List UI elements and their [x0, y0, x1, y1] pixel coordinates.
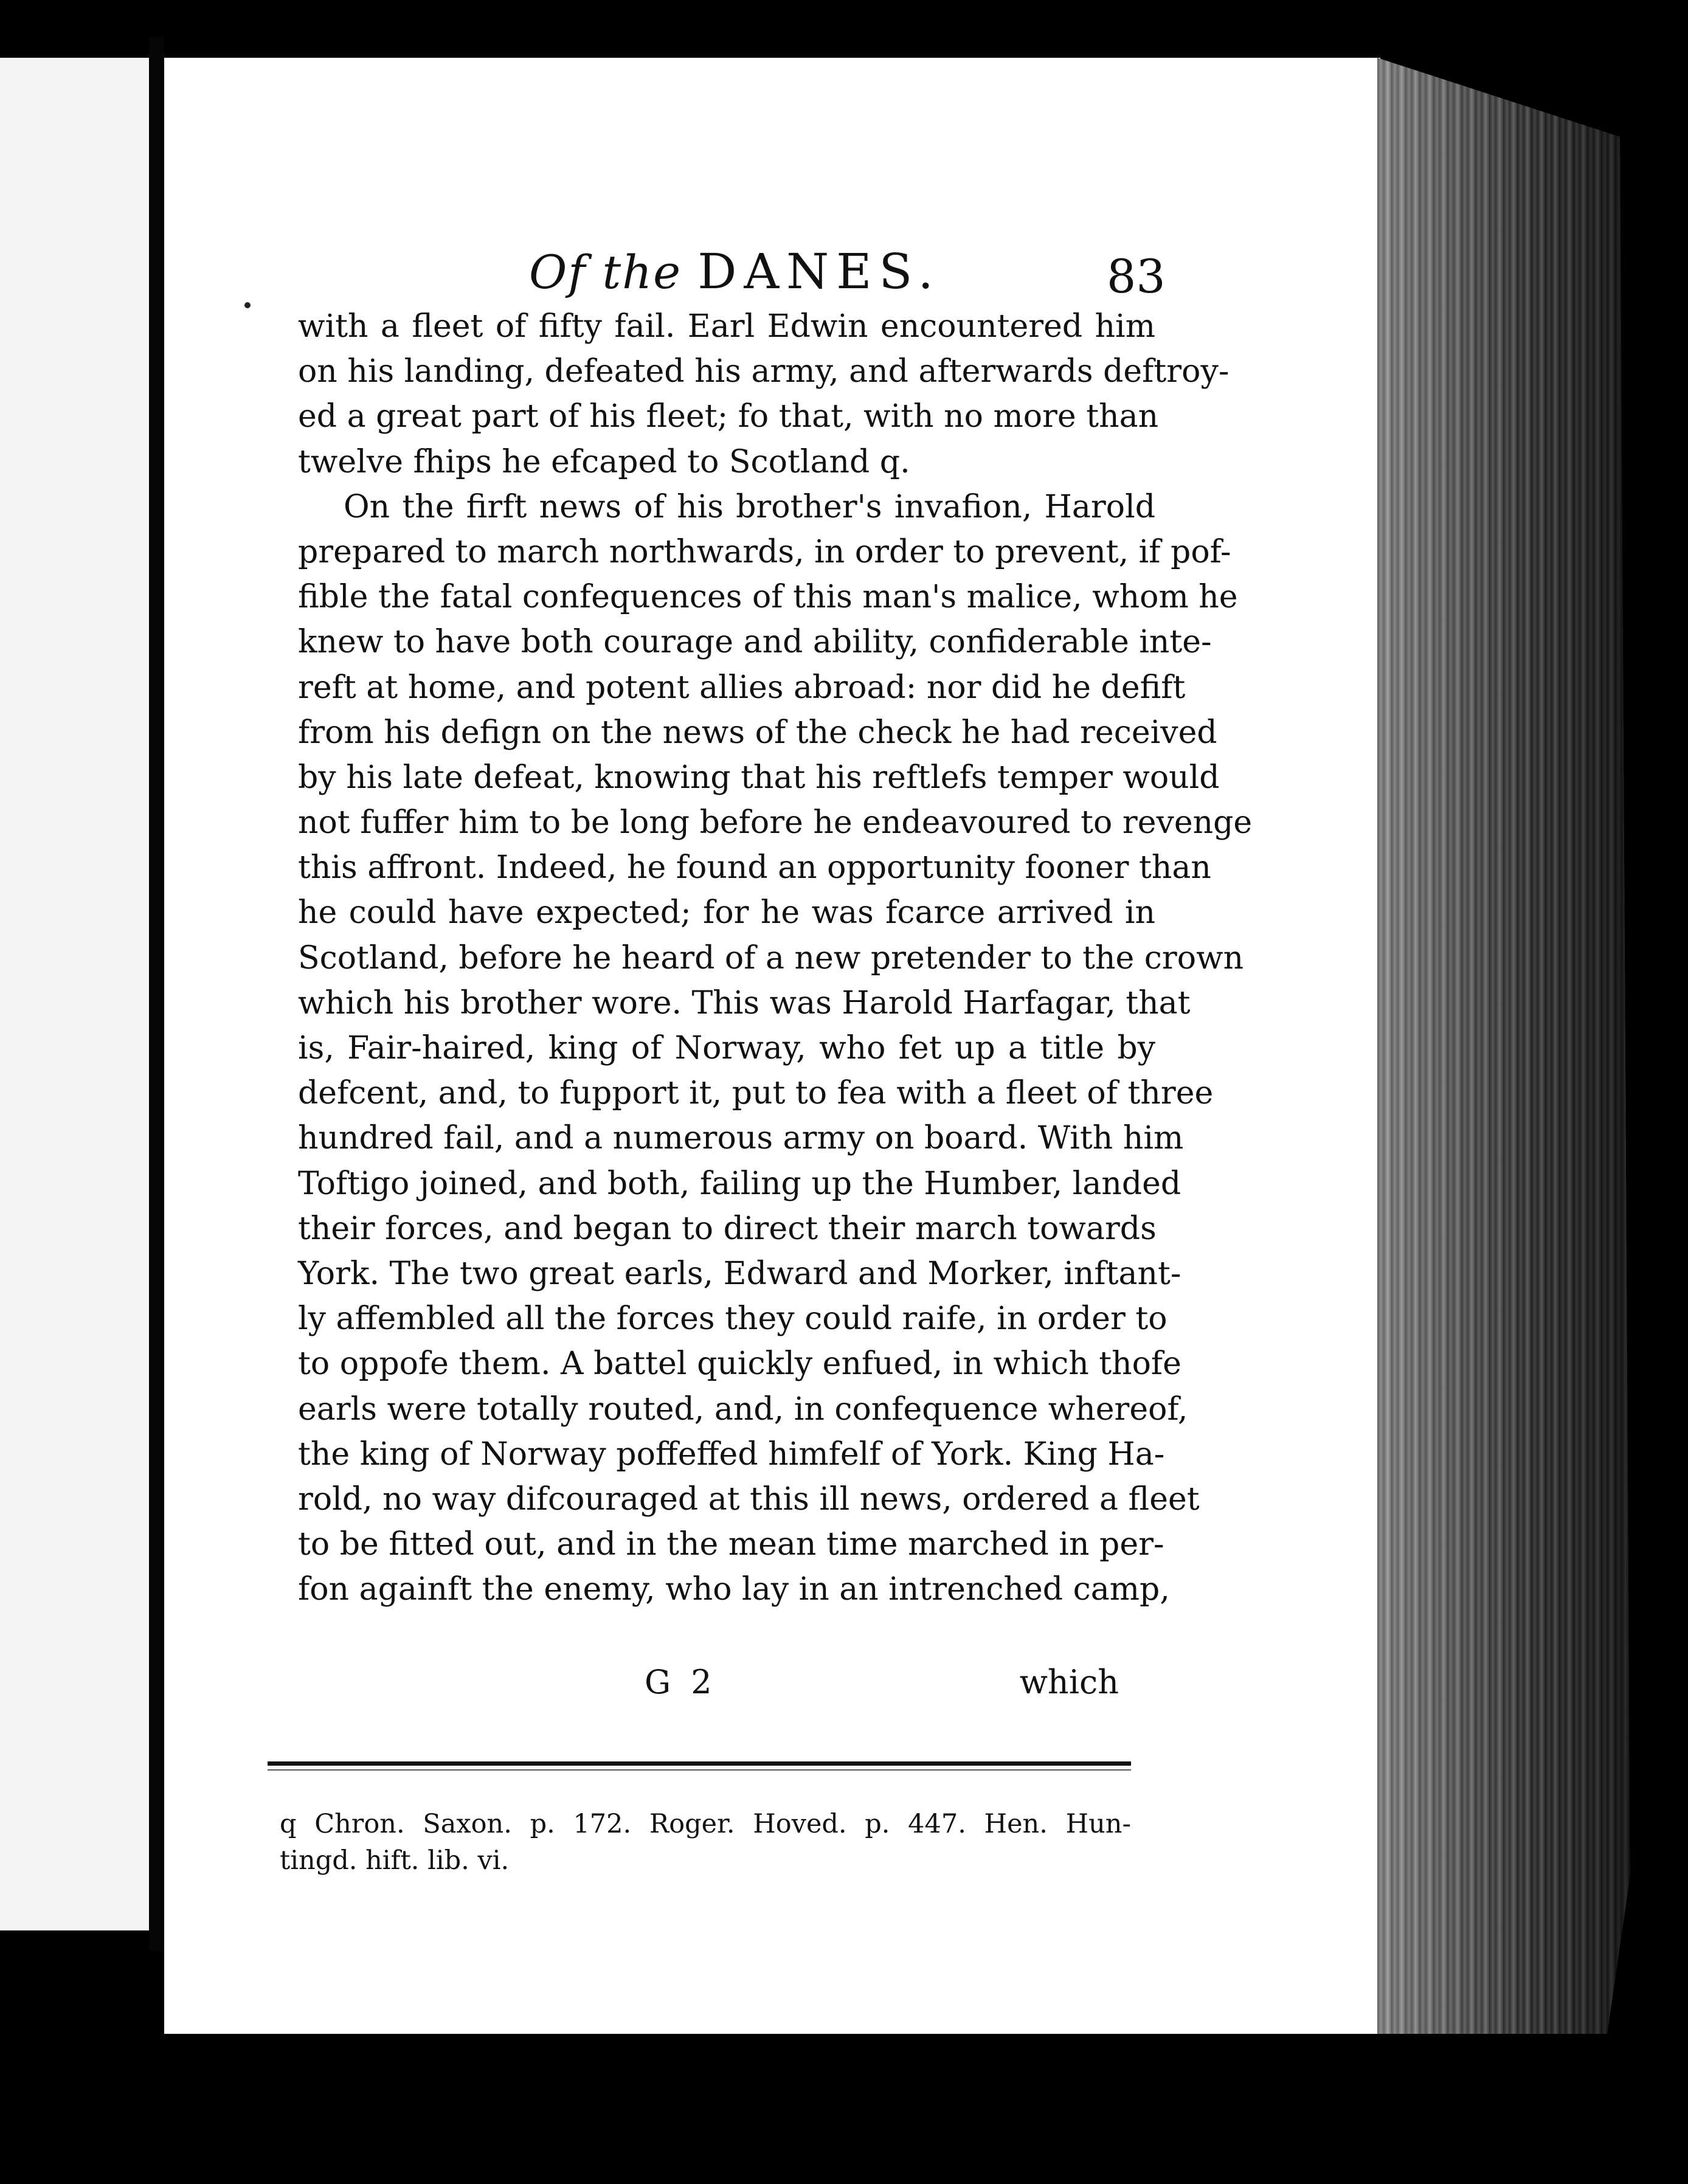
text-line: Toftigo joined, and both, failing up the Humber, landed: [298, 1165, 1181, 1202]
text-line: is, Fair-haired, king of Norway, who fet up a title by: [298, 1030, 1155, 1066]
signature-line: [298, 1663, 1155, 1712]
text-line: Scotland, before he heard of a new pretender to the crown: [298, 939, 1244, 976]
text-line: rold, no way difcouraged at this ill news, ordered a fleet: [298, 1481, 1200, 1518]
catchword: which: [1019, 1663, 1119, 1701]
footnote-rule: [268, 1761, 1131, 1766]
text-line: prepared to march northwards, in order to prevent, if pof-: [298, 533, 1231, 570]
text-line: he could have expected; for he was fcarce arrived in: [298, 894, 1155, 931]
text-line: hundred fail, and a numerous army on board. With him: [298, 1120, 1184, 1157]
text-line: defcent, and, to fupport it, put to fea with a fleet of three: [298, 1075, 1214, 1112]
ink-speck: [244, 302, 251, 308]
text-line: their forces, and began to direct their march towards: [298, 1210, 1157, 1247]
footnote-rule-thin: [268, 1769, 1131, 1771]
running-head: [529, 243, 941, 300]
text-line: fible the fatal confequences of this man's malice, whom he: [298, 579, 1238, 616]
footnote-line: tingd. hift. lib. vi.: [280, 1845, 510, 1876]
text-line: on his landing, defeated his army, and afterwards deftroy-: [298, 353, 1230, 390]
text-line: earls were totally routed, and, in confequence whereof,: [298, 1391, 1188, 1428]
text-line: this affront. Indeed, he found an opportunity fooner than: [298, 849, 1211, 886]
footnotes: [280, 1806, 1131, 1879]
text-line: with a fleet of fifty fail. Earl Edwin encountered him: [298, 308, 1155, 345]
facing-page-edge: [0, 58, 149, 1930]
signature-mark: G 2: [645, 1663, 717, 1701]
text-line: reft at home, and potent allies abroad: nor did he defift: [298, 669, 1186, 706]
page-number: 83: [1107, 249, 1166, 303]
text-line: the king of Norway poffeffed himfelf of York. King Ha-: [298, 1436, 1165, 1473]
running-head-of-the: Of the: [529, 245, 682, 299]
text-line: twelve fhips he efcaped to Scotland q.: [298, 443, 910, 480]
footnote-line: q Chron. Saxon. p. 172. Roger. Hoved. p. 447. Hen. Hun-: [280, 1809, 1131, 1839]
text-line: ly affembled all the forces they could raife, in order to: [298, 1301, 1167, 1338]
book-gutter: [149, 36, 164, 1952]
text-line: which his brother wore. This was Harold Harfagar, that: [298, 984, 1191, 1021]
page-block-shading: [1377, 58, 1633, 2034]
text-line: not fuffer him to be long before he endeavoured to revenge: [298, 804, 1253, 841]
text-line: to oppofe them. A battel quickly enfued, in which thofe: [298, 1346, 1181, 1383]
text-line: by his late defeat, knowing that his reftlefs temper would: [298, 759, 1220, 796]
text-line: knew to have both courage and ability, confiderable inte-: [298, 624, 1212, 661]
text-line: York. The two great earls, Edward and Morker, inftant-: [298, 1255, 1181, 1292]
text-line: ed a great part of his fleet; fo that, with no more than: [298, 398, 1159, 435]
text-line: fon againft the enemy, who lay in an intrenched camp,: [298, 1571, 1170, 1608]
text-line: On the firft news of his brother's invafion, Harold: [344, 488, 1155, 525]
text-line: from his defign on the news of the check he had received: [298, 714, 1217, 751]
running-head-title: DANES.: [697, 243, 941, 300]
body-text: [298, 304, 1253, 1612]
text-line: to be fitted out, and in the mean time marched in per-: [298, 1526, 1164, 1563]
